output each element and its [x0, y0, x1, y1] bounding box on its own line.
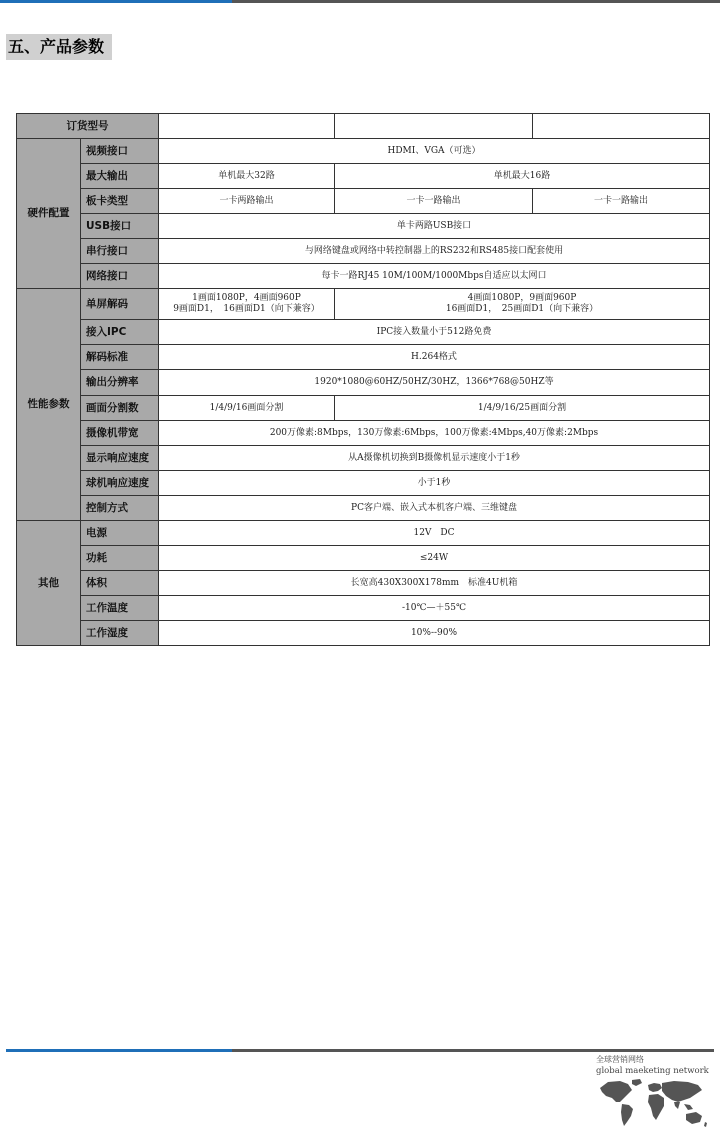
- bottom-accent-bar: [6, 1049, 232, 1052]
- order-model-col-3: [533, 114, 710, 139]
- row-value: 从A摄像机切换到B摄像机显示速度小于1秒: [159, 446, 710, 471]
- row-value: 一卡一路输出: [335, 189, 533, 214]
- decode-b-line-1: 4画面1080P，9画面960P: [467, 293, 577, 303]
- decode-a-line-1: 1画面1080P，4画面960P: [192, 293, 301, 303]
- row-value: 每卡一路RJ45 10M/100M/1000Mbps自适应以太网口: [159, 264, 710, 289]
- table-row: [17, 621, 710, 646]
- table-row: [17, 421, 710, 446]
- row-value: ≤24W: [159, 546, 710, 571]
- row-value: IPC接入数量小于512路免费: [159, 320, 710, 345]
- row-value: 一卡两路输出: [159, 189, 335, 214]
- section-title: 五、产品参数: [6, 34, 112, 60]
- row-label: 摄像机带宽: [81, 421, 159, 446]
- row-label: 工作温度: [81, 596, 159, 621]
- row-value: 长宽高430X300X178mm 标准4U机箱: [159, 571, 710, 596]
- order-model-label: 订货型号: [17, 114, 159, 139]
- table-row: [17, 546, 710, 571]
- row-value: PC客户端、嵌入式本机客户端、三维键盘: [159, 496, 710, 521]
- row-value: 单卡两路USB接口: [159, 214, 710, 239]
- row-label: 电源: [81, 521, 159, 546]
- row-label: 网络接口: [81, 264, 159, 289]
- row-value: 12V DC: [159, 521, 710, 546]
- table-row: [17, 496, 710, 521]
- footer-cn-title: 全球营销网络: [596, 1055, 644, 1064]
- row-label: 串行接口: [81, 239, 159, 264]
- table-row: [17, 189, 710, 214]
- spec-table: [16, 113, 710, 646]
- row-label: 单屏解码: [81, 289, 159, 320]
- top-accent-bar: [0, 0, 232, 3]
- table-row: [17, 264, 710, 289]
- row-label: USB接口: [81, 214, 159, 239]
- row-value: HDMI、VGA（可选）: [159, 139, 710, 164]
- row-label: 板卡类型: [81, 189, 159, 214]
- table-row: [17, 345, 710, 370]
- row-label: 接入IPC: [81, 320, 159, 345]
- row-label: 控制方式: [81, 496, 159, 521]
- row-value: 1/4/9/16/25画面分割: [335, 396, 710, 421]
- order-model-col-1: [159, 114, 335, 139]
- table-row: [17, 239, 710, 264]
- table-row: [17, 370, 710, 396]
- top-gray-bar: [232, 0, 720, 3]
- row-label: 视频接口: [81, 139, 159, 164]
- row-label: 工作湿度: [81, 621, 159, 646]
- row-value: H.264格式: [159, 345, 710, 370]
- footer-en-title: global maeketing network: [596, 1066, 709, 1076]
- row-value: 单机最大16路: [335, 164, 710, 189]
- bottom-gray-bar: [232, 1049, 714, 1052]
- row-value: 一卡一路输出: [533, 189, 710, 214]
- table-row: [17, 596, 710, 621]
- row-value: 1/4/9/16画面分割: [159, 396, 335, 421]
- row-label: 球机响应速度: [81, 471, 159, 496]
- world-map-icon: [598, 1078, 710, 1130]
- table-row: [17, 114, 710, 139]
- row-label: 画面分割数: [81, 396, 159, 421]
- row-label: 最大输出: [81, 164, 159, 189]
- row-value: 1920*1080@60HZ/50HZ/30HZ，1366*768@50HZ等: [159, 370, 710, 396]
- table-row: [17, 139, 710, 164]
- decode-a-line-2: 9画面D1， 16画面D1（向下兼容）: [173, 304, 320, 314]
- row-value: 10%--90%: [159, 621, 710, 646]
- table-row: [17, 164, 710, 189]
- table-row: [17, 320, 710, 345]
- row-value: [335, 289, 710, 320]
- order-model-col-2: [335, 114, 533, 139]
- table-row: [17, 289, 710, 320]
- row-value: -10℃—＋55℃: [159, 596, 710, 621]
- row-label: 体积: [81, 571, 159, 596]
- table-row: [17, 471, 710, 496]
- table-row: [17, 214, 710, 239]
- row-label: 显示响应速度: [81, 446, 159, 471]
- group-performance: 性能参数: [17, 289, 81, 521]
- table-row: [17, 571, 710, 596]
- row-label: 解码标准: [81, 345, 159, 370]
- table-row: [17, 521, 710, 546]
- group-hardware: 硬件配置: [17, 139, 81, 289]
- table-row: [17, 396, 710, 421]
- row-value: 小于1秒: [159, 471, 710, 496]
- decode-b-line-2: 16画面D1， 25画面D1（向下兼容）: [445, 304, 599, 314]
- group-other: 其他: [17, 521, 81, 646]
- row-value: 与网络键盘或网络中转控制器上的RS232和RS485接口配套使用: [159, 239, 710, 264]
- row-label: 输出分辨率: [81, 370, 159, 396]
- row-value: [159, 289, 335, 320]
- row-value: 单机最大32路: [159, 164, 335, 189]
- table-row: [17, 446, 710, 471]
- row-label: 功耗: [81, 546, 159, 571]
- row-value: 200万像素:8Mbps，130万像素:6Mbps，100万像素:4Mbps,40万像素:2Mbps: [159, 421, 710, 446]
